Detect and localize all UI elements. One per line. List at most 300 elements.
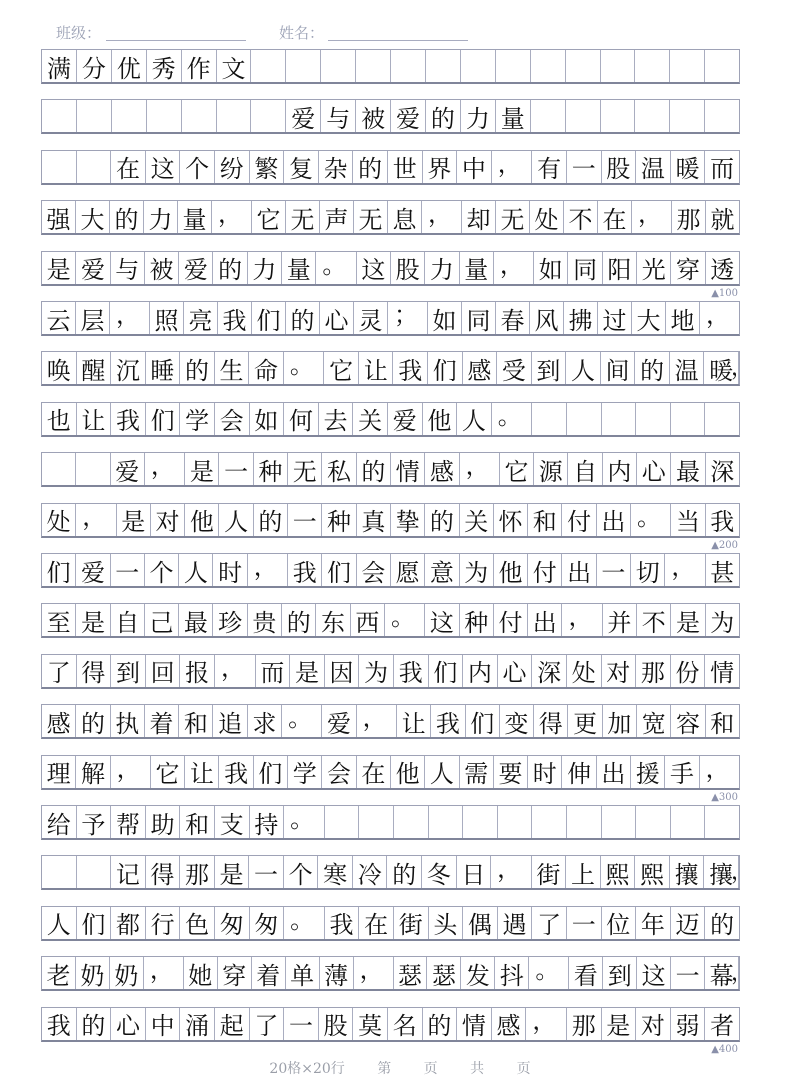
grid-cell: 们 [429,655,464,687]
grid-cell: 拂 [564,302,598,334]
grid-cell: 不 [564,201,598,233]
grid-cell: 解 [76,756,110,788]
grid-cell: 出 [597,756,631,788]
grid-cell: 一 [111,554,145,586]
grid-cell: 会 [322,756,356,788]
grid-cell: 的 [282,604,316,636]
grid-cell: 爱 [111,453,145,485]
grid-cell: 执 [111,705,145,737]
grid-cell: 如 [428,302,462,334]
grid-row [41,251,740,286]
grid-cell: 却 [462,201,496,233]
page-label: 第 [377,1061,392,1077]
grid-cell: 情 [710,659,735,688]
grid-cell: 追 [213,705,247,737]
grid-cell: 我 [394,655,429,687]
grid-cell: 那 [567,1008,602,1040]
grid-cell: 至 [42,604,76,636]
grid-cell: 力 [425,252,459,284]
grid-cell [602,403,637,435]
grid-cell: 得 [146,856,181,888]
grid-cell [391,50,426,82]
grid-cell: 是 [185,453,219,485]
grid-cell: 我 [42,1008,77,1040]
grid-cell: 们 [146,403,181,435]
grid-cell: 加 [603,705,637,737]
grid-cell [77,151,112,183]
grid-cell: 时 [528,756,562,788]
grid-cell [251,50,286,82]
grid-cell: 界 [423,151,458,183]
grid-cell: 匆 [250,907,285,939]
grid-cell: 灵 [354,302,388,334]
grid-cell [635,50,670,82]
grid-row [41,855,753,890]
grid-cell: 量 [282,252,316,284]
grid-cell: 强 [42,201,76,233]
grid-cell: 们 [252,302,286,334]
grid-cell: 付 [494,604,528,636]
grid-cell: 他 [185,504,219,536]
grid-cell: 持 [250,806,285,838]
grid-cell: 手 [665,756,699,788]
grid-cell: 学 [180,403,215,435]
grid-cell: 心 [320,302,354,334]
grid-cell: 们 [466,705,500,737]
grid-cell: 照 [150,302,184,334]
name-field[interactable] [328,40,468,41]
grid-cell: 予 [77,806,112,838]
grid-cell: ， [526,1008,567,1040]
grid-cell: 弱 [671,1008,706,1040]
grid-cell: 是 [290,655,325,687]
grid-cell: ， [357,705,397,737]
grid-cell [636,403,671,435]
grid-cell: 是 [602,1008,637,1040]
grid-cell [566,50,601,82]
grid-cell: ， [494,252,534,284]
grid-cell: 文 [217,50,252,82]
grid-cell: 一 [219,453,253,485]
grid-cell: 我 [218,302,252,334]
grid-cell: 帮 [111,806,146,838]
grid-cell: 的 [357,453,391,485]
grid-cell: 行 [146,907,181,939]
grid-cell: 亮 [184,302,218,334]
grid-cell: 和 [528,504,562,536]
grid-cell: 作 [182,50,217,82]
grid-cell: 处 [567,655,602,687]
grid-cell: 感 [463,352,498,384]
grid-cell: 一 [284,1008,319,1040]
grid-cell: 温 [670,352,705,384]
grid-cell: 真 [357,504,391,536]
grid-cell: 因 [325,655,360,687]
grid-cell: 意 [425,554,459,586]
grid-cell: 和 [710,709,735,738]
grid-cell: 更 [568,705,602,737]
grid-cell: 奶 [110,957,144,989]
grid-cell: 当 [671,504,705,536]
grid-cell: 睡 [146,352,181,384]
grid-row [41,452,740,487]
grid-cell: 我 [288,554,322,586]
grid-cell: 年 [636,907,671,939]
grid-cell: 它 [252,201,286,233]
grid-cell: 大 [76,201,110,233]
grid-cell [531,50,566,82]
grid-cell: 愿 [391,554,425,586]
grid-cell: 繁 [250,151,285,183]
grid-cell: 无 [288,453,322,485]
grid-cell: 。 [284,806,325,838]
grid-cell: 迈 [671,907,706,939]
grid-cell: 同 [462,302,496,334]
grid-cell [42,856,77,888]
grid-cell: 量 [496,100,531,132]
grid-row [41,603,740,638]
grid-cell: 并 [603,604,637,636]
grid-cell [532,403,567,435]
grid-cell: 深 [710,457,735,486]
grid-cell: 的 [710,911,735,940]
grid-row [41,805,740,840]
grid-cell: 们 [77,907,112,939]
grid-cell: 在 [598,201,632,233]
grid-cell: 被 [145,252,179,284]
grid-cell: 遇 [498,907,533,939]
grid-cell: 人 [42,907,77,939]
grid-cell [42,100,77,132]
grid-cell: 抖 [495,957,529,989]
grid-cell: 最 [179,604,213,636]
grid-cell: 们 [322,554,356,586]
grid-cell: 支 [215,806,250,838]
grid-cell: 瑟 [394,957,428,989]
grid-cell: 息 [388,201,422,233]
class-field[interactable] [106,40,246,41]
grid-cell: 一 [567,151,602,183]
grid-cell: 力 [248,252,282,284]
grid-cell: 都 [111,907,146,939]
grid-cell: 自 [111,604,145,636]
grid-cell: 上 [566,856,601,888]
grid-cell: 着 [252,957,286,989]
grid-cell [286,50,321,82]
grid-cell: ， [212,201,252,233]
grid-cell: 源 [534,453,568,485]
grid-cell: 阳 [603,252,637,284]
grid-cell: 去 [319,403,354,435]
grid-cell: 熙 [635,856,670,888]
grid-cell [217,100,252,132]
grid-cell: 力 [461,100,496,132]
grid-cell: ， [491,856,532,888]
grid-cell: ， [422,201,462,233]
grid-cell: 地 [666,302,700,334]
grid-cell: 了 [42,655,77,687]
grid-cell: 杂 [319,151,354,183]
grid-cell [461,50,496,82]
grid-cell: 人 [425,756,459,788]
page-unit: 页 [423,1061,438,1077]
grid-cell: 我 [325,907,360,939]
grid-cell [670,50,705,82]
grid-cell: 着 [145,705,179,737]
grid-cell: 到 [532,352,567,384]
grid-cell: 付 [528,554,562,586]
grid-cell: 受 [497,352,532,384]
grid-cell: 个 [180,151,215,183]
grid-cell: 股 [319,1008,354,1040]
grid-cell: 这 [146,151,181,183]
grid-cell: 心 [637,453,671,485]
grid-cell: 们 [428,352,463,384]
word-count-marker: ▲100 [711,287,738,299]
grid-row [41,654,740,689]
grid-cell [498,806,533,838]
grid-cell: 它 [324,352,359,384]
grid-cell: 穿 [671,252,705,284]
grid-cell [705,806,739,838]
grid-cell: 这 [357,252,391,284]
grid-cell: 自 [568,453,602,485]
grid-cell [705,100,739,132]
grid-cell: 秀 [147,50,182,82]
grid-cell: 日 [457,856,492,888]
grid-cell: 宽 [637,705,671,737]
grid-cell: 个 [284,856,319,888]
grid-cell: 给 [42,806,77,838]
grid-cell: 为 [359,655,394,687]
grid-cell [42,151,77,183]
grid-cell: 而 [710,155,735,184]
grid-cell: 份 [671,655,706,687]
grid-cell: 温 [636,151,671,183]
grid-cell: 分 [77,50,112,82]
grid-cell: 与 [321,100,356,132]
grid-cell [77,100,112,132]
grid-cell: 爱 [391,100,426,132]
grid-cell: 关 [460,504,494,536]
grid-cell: 爱 [76,554,110,586]
grid-cell: 声 [320,201,354,233]
grid-cell: 处 [530,201,564,233]
grid-cell: 街 [394,907,429,939]
grid-cell: 中 [146,1008,181,1040]
grid-cell: 世 [388,151,423,183]
grid-cell: ， [215,655,256,687]
grid-cell: 援 [631,756,665,788]
grid-cell: 同 [568,252,602,284]
grid-cell: 有 [532,151,567,183]
grid-cell: 处 [42,504,76,536]
grid-cell: 付 [562,504,596,536]
grid-cell: ， [110,302,150,334]
grid-cell [112,100,147,132]
grid-cell: 内 [463,655,498,687]
grid-cell: 让 [77,403,112,435]
grid-cell: 股 [602,151,637,183]
grid-cell: 最 [671,453,705,485]
grid-cell: 偶 [463,907,498,939]
grid-cell: 发 [461,957,495,989]
grid-cell: 了 [250,1008,285,1040]
grid-cell: 莫 [353,1008,388,1040]
grid-cell: 人 [179,554,213,586]
grid-cell: 沉 [111,352,146,384]
grid-cell: 人 [566,352,601,384]
grid-cell: 伸 [562,756,596,788]
grid-cell: 攘 [670,856,705,888]
grid-cell: 的 [76,705,110,737]
grid-cell: 光 [637,252,671,284]
grid-row [41,1007,740,1042]
grid-cell [359,806,394,838]
grid-cell: 爱 [286,100,321,132]
grid-cell: 。 [492,403,533,435]
grid-cell: 涌 [180,1008,215,1040]
grid-row [41,49,740,84]
grid-cell: 己 [145,604,179,636]
grid-cell: 挚 [391,504,425,536]
grid-cell [671,806,706,838]
grid-cell [182,100,217,132]
grid-cell: ， [562,604,602,636]
grid-cell: 一 [288,504,322,536]
grid-cell: 甚 [710,558,735,587]
grid-row [41,553,740,588]
grid-cell: 唤 [42,352,77,384]
grid-cell: 心 [111,1008,146,1040]
grid-cell: 不 [637,604,671,636]
grid-cell: 的 [77,1008,112,1040]
grid-cell: 我 [219,756,253,788]
grid-cell: 助 [146,806,181,838]
grid-cell: 人 [219,504,253,536]
grid-cell: 。 [529,957,569,989]
grid-row [41,301,740,336]
grid-cell: 老 [42,957,76,989]
grid-cell: 命 [249,352,284,384]
grid-cell: 他 [423,403,458,435]
grid-cell: 情 [391,453,425,485]
grid-cell: 。 [631,504,671,536]
grid-cell [705,403,739,435]
grid-cell: 幕 [705,957,739,989]
grid-cell: 贵 [248,604,282,636]
grid-cell: 求 [248,705,282,737]
grid-row [41,956,753,991]
grid-cell: 。 [284,907,325,939]
grid-cell: 让 [397,705,431,737]
grid-cell: 冬 [422,856,457,888]
grid-cell [566,100,601,132]
grid-cell: ， [665,554,705,586]
grid-cell: ， [111,756,151,788]
grid-cell: 到 [111,655,146,687]
grid-cell: 过 [598,302,632,334]
grid-cell: 们 [254,756,288,788]
grid-cell: 攘 [704,856,739,888]
grid-cell: 优 [112,50,147,82]
grid-cell: 到 [603,957,637,989]
grid-cell: 纷 [215,151,250,183]
grid-cell: 情 [457,1008,492,1040]
footer [0,1058,800,1078]
grid-cell: 熙 [601,856,636,888]
grid-cell: 它 [151,756,185,788]
grid-cell: 。 [284,352,325,384]
grid-cell [636,806,671,838]
grid-cell: 股 [391,252,425,284]
grid-cell: 对 [151,504,185,536]
grid-cell: 出 [597,504,631,536]
grid-cell: 的 [110,201,144,233]
grid-cell: 者 [710,1012,735,1041]
grid-cell: 那 [672,201,706,233]
grid-cell [531,100,566,132]
grid-cell: 也 [42,403,77,435]
grid-cell: 春 [496,302,530,334]
grid-cell: 是 [215,856,250,888]
grid-cell: 头 [429,907,464,939]
overflow-punctuation: ， [730,860,753,886]
grid-cell: 层 [76,302,110,334]
grid-cell [670,100,705,132]
grid-cell: 是 [76,604,110,636]
grid-cell: ， [460,453,500,485]
grid-cell: 种 [254,453,288,485]
grid-cell: 的 [213,252,247,284]
grid-cell: 人 [457,403,492,435]
grid-cell: 心 [498,655,533,687]
grid-cell: ， [705,754,730,783]
grid-cell [76,453,110,485]
grid-cell [356,50,391,82]
grid-cell: ， [145,453,185,485]
grid-cell: 为 [710,608,735,637]
grid-cell: 种 [460,604,494,636]
grid-cell: 就 [710,205,735,234]
grid-cell: 学 [288,756,322,788]
grid-cell [426,50,461,82]
grid-cell: 薄 [320,957,354,989]
grid-cell: 容 [671,705,705,737]
grid-cell: 匆 [215,907,250,939]
grid-cell: 东 [316,604,350,636]
grid-cell: 如 [534,252,568,284]
grid-cell: 西 [351,604,385,636]
grid-cell [429,806,464,838]
grid-cell: 他 [391,756,425,788]
grid-cell: 透 [710,256,735,285]
grid-cell: 为 [460,554,494,586]
grid-cell: 无 [496,201,530,233]
grid-cell: 何 [284,403,319,435]
grid-cell: ， [632,201,672,233]
grid-cell: 对 [636,1008,671,1040]
grid-cell: 单 [286,957,320,989]
grid-cell: 的 [387,856,422,888]
grid-cell: 了 [532,907,567,939]
grid-cell: 看 [569,957,603,989]
grid-cell: 和 [179,705,213,737]
word-count-marker: ▲200 [711,539,738,551]
grid-cell: 回 [146,655,181,687]
grid-cell: 爱 [76,252,110,284]
grid-cell: 对 [602,655,637,687]
